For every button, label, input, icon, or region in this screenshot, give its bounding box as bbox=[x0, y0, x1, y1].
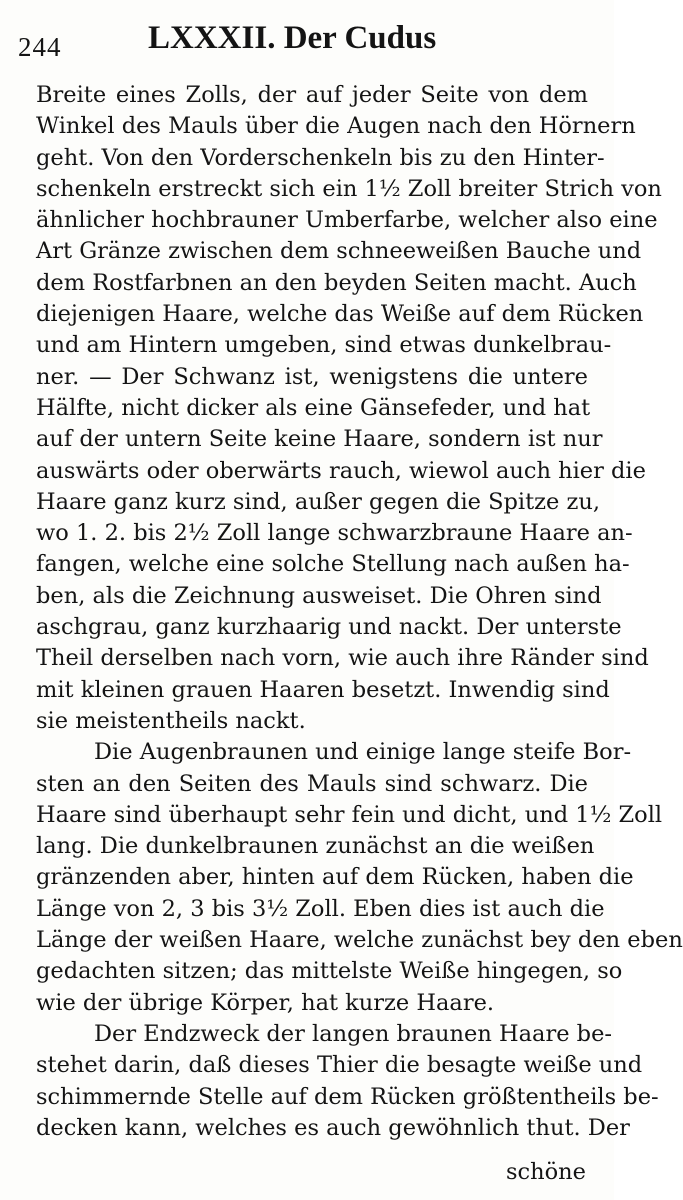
text-line: Haare ganz kurz sind, außer gegen die Spitze zu, bbox=[36, 488, 600, 515]
text-line: Breite eines Zolls, der auf jeder Seite von dem bbox=[36, 82, 588, 108]
text-line: mit kleinen grauen Haaren besetzt. Inwendig sind bbox=[36, 676, 610, 703]
text-line: und am Hintern umgeben, sind etwas dunkelbrau- bbox=[36, 332, 612, 359]
running-head: LXXXII. Der Cudus bbox=[148, 20, 437, 56]
catchword: schöne bbox=[506, 1159, 586, 1185]
text-line: diejenigen Haare, welche das Weiße auf dem Rücken bbox=[36, 301, 644, 328]
text-line: fangen, welche eine solche Stellung nach außen ha- bbox=[36, 551, 630, 578]
text-line: Länge von 2, 3 bis 3½ Zoll. Eben dies ist auch die bbox=[36, 895, 605, 922]
page-header bbox=[0, 10, 614, 60]
text-line: wie der übrige Körper, hat kurze Haare. bbox=[36, 989, 495, 1016]
text-line: Hälfte, nicht dicker als eine Gänsefeder, und hat bbox=[36, 394, 591, 421]
text-line: Länge der weißen Haare, welche zunächst bey den eben bbox=[36, 927, 683, 954]
text-line: gedachten sitzen; das mittelste Weiße hingegen, so bbox=[36, 958, 623, 985]
text-line: ben, als die Zeichnung ausweiset. Die Ohren sind bbox=[36, 582, 602, 609]
text-line: aschgrau, ganz kurzhaarig und nackt. Der unterste bbox=[36, 614, 622, 641]
text-body bbox=[36, 80, 683, 1144]
text-line: ner. — Der Schwanz ist, wenigstens die untere bbox=[36, 363, 588, 390]
text-line: Theil derselben nach vorn, wie auch ihre Ränder sind bbox=[36, 645, 649, 672]
text-line: stehet darin, daß dieses Thier die besagte weiße und bbox=[36, 1052, 643, 1079]
text-line: decken kann, welches es auch gewöhnlich thut. Der bbox=[36, 1114, 630, 1141]
text-line: auswärts oder oberwärts rauch, wiewol auch hier die bbox=[36, 457, 646, 484]
text-line: schenkeln erstreckt sich ein 1½ Zoll breiter Strich von bbox=[36, 175, 662, 202]
page-number: 244 bbox=[18, 32, 62, 62]
text-line: Haare sind überhaupt sehr fein und dicht, und 1½ Zoll bbox=[36, 801, 663, 828]
text-line: dem Rostfarbnen an den beyden Seiten macht. Auch bbox=[36, 269, 637, 296]
text-line: sten an den Seiten des Mauls sind schwarz. Die bbox=[36, 770, 588, 797]
text-line: sie meistentheils nackt. bbox=[36, 707, 306, 734]
text-line: ähnlicher hochbrauner Umberfarbe, welcher also eine bbox=[36, 207, 658, 234]
text-line: lang. Die dunkelbraunen zunächst an die weißen bbox=[36, 833, 595, 860]
text-line: auf der untern Seite keine Haare, sondern ist nur bbox=[36, 426, 603, 453]
text-line: Winkel des Mauls über die Augen nach den Hörnern bbox=[36, 113, 636, 140]
text-line: wo 1. 2. bis 2½ Zoll lange schwarzbraune Haare an- bbox=[36, 520, 633, 547]
text-line: Der Endzweck der langen braunen Haare be- bbox=[94, 1020, 612, 1047]
text-line: Die Augenbraunen und einige lange steife Bor- bbox=[94, 739, 632, 766]
text-line: schimmernde Stelle auf dem Rücken größtentheils be- bbox=[36, 1083, 659, 1110]
text-line: Art Gränze zwischen dem schneeweißen Bauche und bbox=[36, 238, 642, 265]
text-line: geht. Von den Vorderschenkeln bis zu den Hinter- bbox=[36, 144, 605, 171]
text-line: gränzenden aber, hinten auf dem Rücken, haben die bbox=[36, 864, 634, 891]
